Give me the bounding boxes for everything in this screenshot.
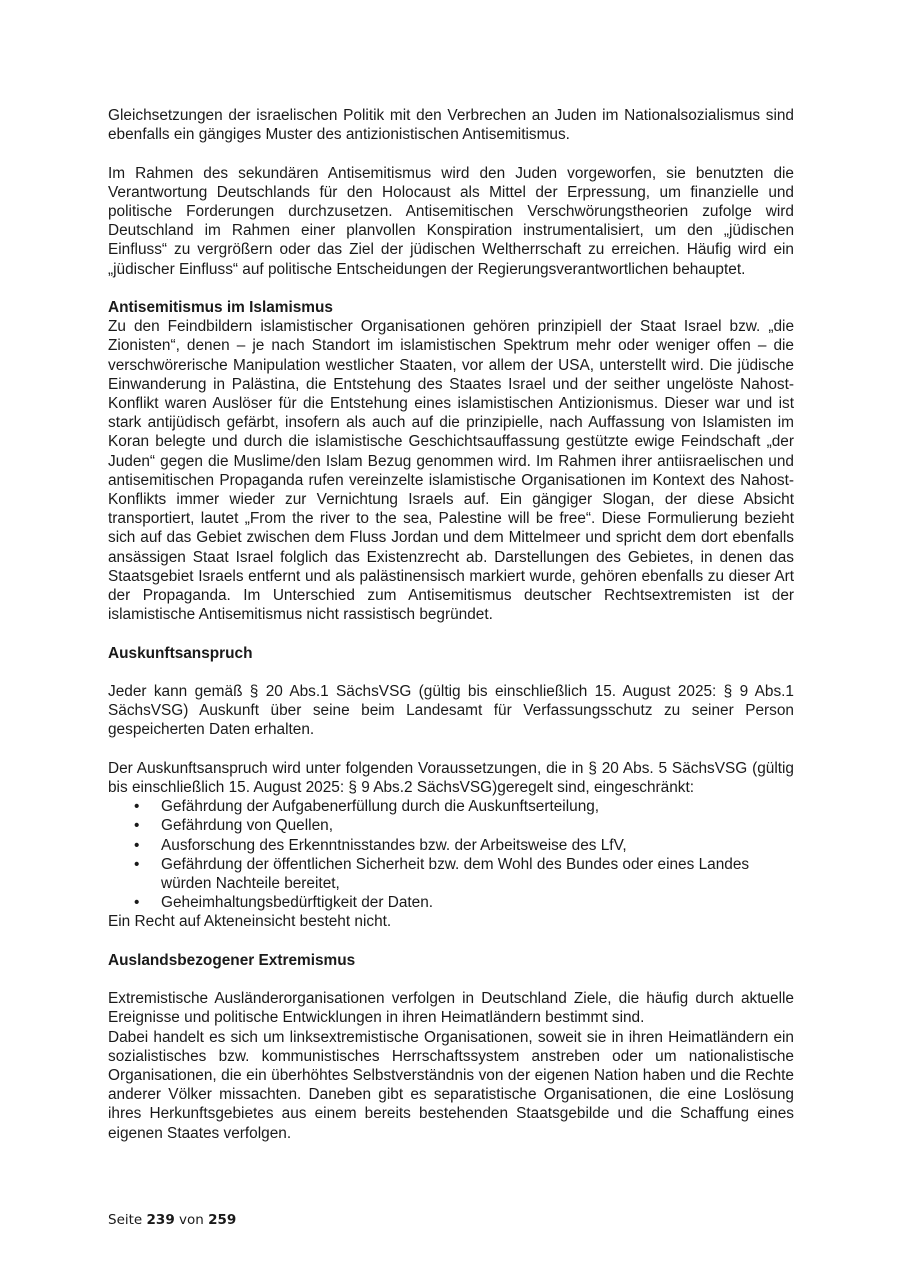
list-item: • Gefährdung von Quellen,	[134, 817, 333, 835]
list-item: • Gefährdung der Aufgabenerfüllung durch die Auskunftserteilung,	[134, 798, 600, 816]
current-page-number: 239	[146, 1212, 175, 1228]
paragraph-akteneinsicht: Ein Recht auf Akteneinsicht besteht nicht.	[108, 913, 392, 931]
paragraph-ausland-2: Dabei handelt es sich um linksextremistische Organisationen, soweit sie in ihren Heimatländern ein sozialistisches bzw. kommunistisches Herrschaftssystem anstreben oder um nationalistische Organisationen, die ein überhöhtes Selbstverständnis von der eigenen Nation haben und die Rechte anderer Völker missachten. Daneben gibt es separatistische Organisationen, die eine Loslösung ihres Herkunftsgebietes aus einem bereits bestehenden Staatsgebilde und die Schaffung eines eigenen Staates verfolgen.	[108, 1028, 794, 1142]
bullet-icon: •	[134, 855, 140, 873]
list-item: • Ausforschung des Erkenntnisstandes bzw. der Arbeitsweise des LfV,	[134, 836, 627, 854]
total-page-count: 259	[208, 1212, 237, 1228]
page-label: Seite	[108, 1212, 143, 1228]
paragraph-ausland-1: Extremistische Ausländerorganisationen verfolgen in Deutschland Ziele, die häufig durch aktuelle Ereignisse und politische Entwicklungen in ihren Heimatländern bestimmt sind.	[108, 990, 794, 1027]
paragraph-auskunft-2: Der Auskunftsanspruch wird unter folgenden Voraussetzungen, die in § 20 Abs. 5 SächsVSG (gültig bis einschließlich 15. August 2025: § 9 Abs.2 SächsVSG)geregelt sind, eingeschränkt:	[108, 759, 794, 797]
paragraph-sekundaerer-antisemitismus: Im Rahmen des sekundären Antisemitismus wird den Juden vorgeworfen, sie benutzten die Verantwortung Deutschlands für den Holocaust als Mittel der Erpressung, um finanzielle und politische Forderungen durchzusetzen. Antisemitischen Verschwörungstheorien zufolge wird Deutschland im Rahmen einer planvollen Konspiration instrumentalisiert, um den „jüdischen Einfluss“ zu vergrößern oder das Ziel der jüdischen Weltherrschaft zu erreichen. Häufig wird ein „jüdischer Einfluss“ auf politische Entscheidungen der Regierungsverantwortlichen behauptet.	[108, 164, 794, 278]
heading-antisemitismus-islamismus: Antisemitismus im Islamismus	[108, 299, 333, 316]
restriction-list	[108, 797, 794, 912]
document-body	[108, 106, 794, 1162]
bullet-icon: •	[134, 836, 140, 854]
page-separator: von	[179, 1212, 204, 1228]
page-number-footer	[108, 1212, 236, 1228]
bullet-icon: •	[134, 817, 140, 835]
bullet-icon: •	[134, 798, 140, 816]
bullet-icon: •	[134, 894, 140, 912]
list-item: • Geheimhaltungsbedürftigkeit der Daten.	[134, 894, 434, 912]
paragraph-gleichsetzungen: Gleichsetzungen der israelischen Politik mit den Verbrechen an Juden im Nationalsozialismus sind ebenfalls ein gängiges Muster des antizionistischen Antisemitismus.	[108, 107, 794, 144]
paragraph-islamismus: Zu den Feindbildern islamistischer Organisationen gehören prinzipiell der Staat Israel bzw. „die Zionisten“, denen – je nach Standort im islamistischen Spektrum mehr oder weniger offen – die verschwörerische Manipulation westlicher Staaten, vor allem der USA, unterstellt wird. Die jüdische Einwanderung in Palästina, die Entstehung des Staates Israel und der seither ungelöste Nahost-Konflikt waren Auslöser für die Entstehung eines islamistischen Antizionismus. Dieser war und ist stark antijüdisch gefärbt, insofern als auch auf die prinzipielle, nach Auffassung von Islamisten im Koran belegte und durch die islamistische Geschichtsauffassung gestützte ewige Feindschaft „der Juden“ gegen die Muslime/den Islam Bezug genommen wird. Im Rahmen ihrer antiisraelischen und antisemitischen Propaganda rufen vereinzelte islamistische Organisationen im Kontext des Nahost-Konflikts immer wieder zur Vernichtung Israels auf. Ein gängiger Slogan, der diese Absicht transportiert, lautet „From the river to the sea, Palestine will be free“. Diese Formulierung bezieht sich auf das Gebiet zwischen dem Fluss Jordan und dem Mittelmeer und spricht dem dort ebenfalls ansässigen Staat Israel folglich das Existenzrecht ab. Darstellungen des Gebietes, in denen das Staatsgebiet Israels entfernt und als palästinensisch markiert wurde, gehören ebenfalls zu dieser Art der Propaganda. Im Unterschied zum Antisemitismus deutscher Rechtsextremisten ist der islamistische Antisemitismus nicht rassistisch begründet.	[108, 318, 794, 624]
heading-auslandsbezogener-extremismus: Auslandsbezogener Extremismus	[108, 951, 356, 969]
list-item: • Gefährdung der öffentlichen Sicherheit bzw. dem Wohl des Bundes oder eines Landes würden Nachteile bereitet,	[134, 855, 750, 893]
heading-auskunftsanspruch: Auskunftsanspruch	[108, 644, 253, 662]
paragraph-auskunft-1: Jeder kann gemäß § 20 Abs.1 SächsVSG (gültig bis einschließlich 15. August 2025: § 9 Abs.1 SächsVSG) Auskunft über seine beim Landesamt für Verfassungsschutz zu seiner Person gespeicherten Daten erhalten.	[108, 683, 794, 739]
